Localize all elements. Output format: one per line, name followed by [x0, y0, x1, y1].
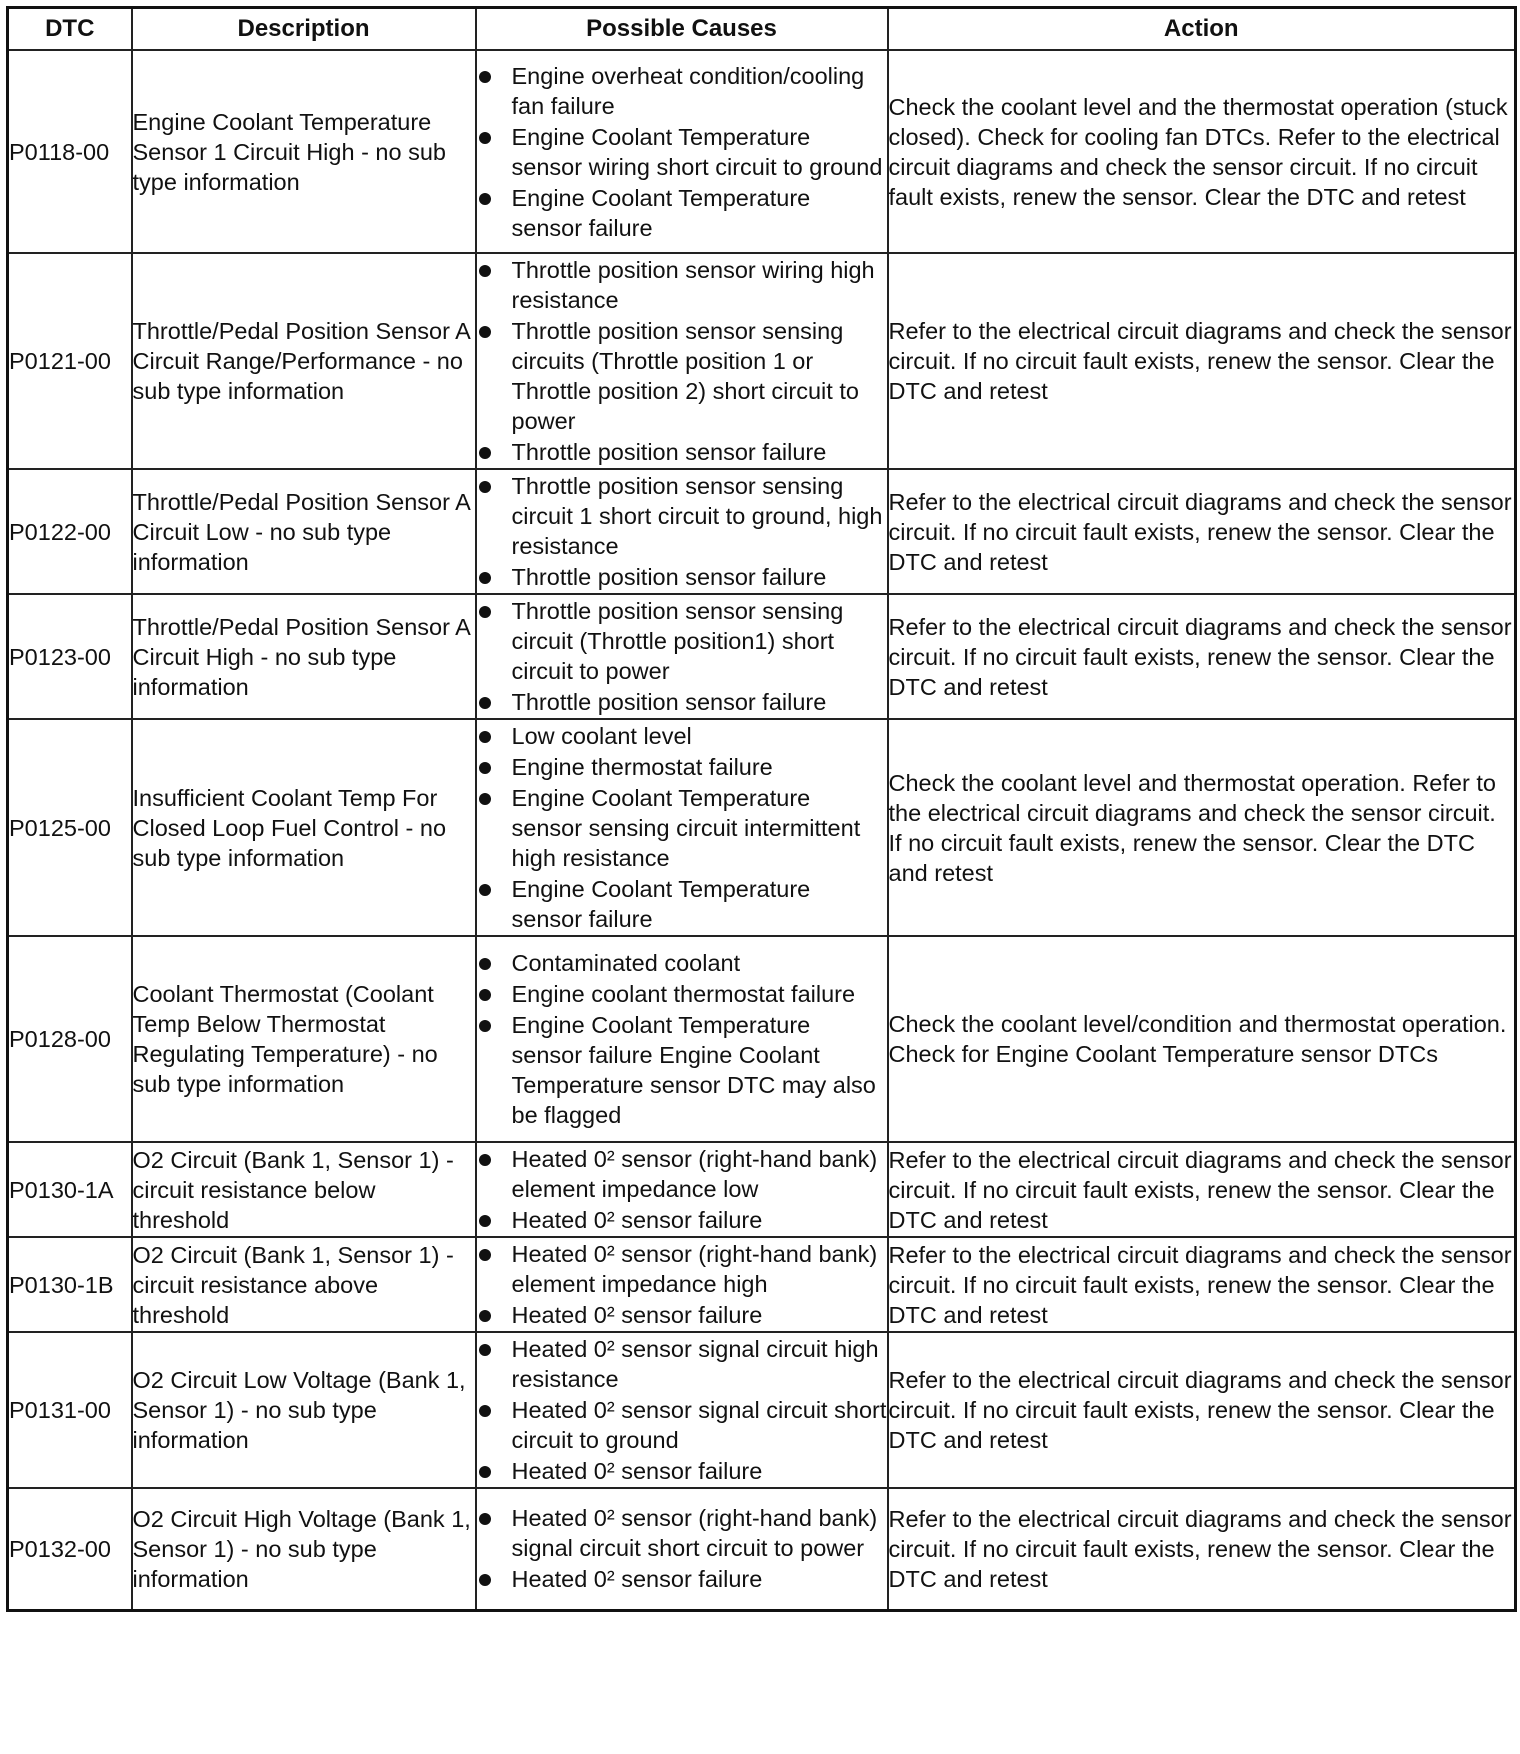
- dtc-action: Check the coolant level and the thermostat operation (stuck closed). Check for cooling fan DTCs. Refer to the electrical circuit diagrams and check the sensor circuit. If no circuit fault exists, renew the sensor. Clear the DTC and retest: [888, 50, 1516, 253]
- dtc-action: Refer to the electrical circuit diagrams and check the sensor circuit. If no circuit fault exists, renew the sensor. Clear the DTC and retest: [888, 1332, 1516, 1488]
- possible-causes-list: [477, 721, 887, 934]
- table-header-row: [8, 8, 1516, 51]
- cause-list-item: Engine overheat condition/cooling fan failure: [477, 61, 887, 121]
- cause-list-item: Throttle position sensor sensing circuit (Throttle position1) short circuit to power: [477, 596, 887, 686]
- cause-list-item: Throttle position sensor failure: [477, 687, 887, 717]
- dtc-action: Refer to the electrical circuit diagrams and check the sensor circuit. If no circuit fault exists, renew the sensor. Clear the DTC and retest: [888, 253, 1516, 469]
- cause-list-item: Heated 0² sensor failure: [477, 1300, 887, 1330]
- cause-list-item: Engine Coolant Temperature sensor failure Engine Coolant Temperature sensor DTC may also be flagged: [477, 1010, 887, 1130]
- possible-causes-cell: [476, 50, 888, 253]
- dtc-code: P0132-00: [8, 1488, 132, 1610]
- dtc-action: Refer to the electrical circuit diagrams and check the sensor circuit. If no circuit fault exists, renew the sensor. Clear the DTC and retest: [888, 1488, 1516, 1610]
- header-description: Description: [132, 8, 476, 51]
- possible-causes-list: [477, 1334, 887, 1486]
- possible-causes-list: [477, 1239, 887, 1330]
- possible-causes-list: [477, 1503, 887, 1594]
- dtc-description: Throttle/Pedal Position Sensor A Circuit Range/Performance - no sub type information: [132, 253, 476, 469]
- cause-list-item: Contaminated coolant: [477, 948, 887, 978]
- header-action: Action: [888, 8, 1516, 51]
- table-row: [8, 50, 1516, 253]
- possible-causes-cell: [476, 253, 888, 469]
- table-row: [8, 594, 1516, 719]
- table-row: [8, 936, 1516, 1142]
- dtc-description: Throttle/Pedal Position Sensor A Circuit High - no sub type information: [132, 594, 476, 719]
- possible-causes-cell: [476, 936, 888, 1142]
- table-row: [8, 719, 1516, 936]
- possible-causes-cell: [476, 719, 888, 936]
- possible-causes-list: [477, 948, 887, 1130]
- cause-list-item: Throttle position sensor failure: [477, 437, 887, 467]
- cause-list-item: Heated 0² sensor signal circuit high resistance: [477, 1334, 887, 1394]
- cause-list-item: Throttle position sensor sensing circuits (Throttle position 1 or Throttle position 2) short circuit to power: [477, 316, 887, 436]
- table-row: [8, 1332, 1516, 1488]
- dtc-code: P0131-00: [8, 1332, 132, 1488]
- cause-list-item: Engine Coolant Temperature sensor failure: [477, 183, 887, 243]
- dtc-action: Check the coolant level and thermostat operation. Refer to the electrical circuit diagrams and check the sensor circuit. If no circuit fault exists, renew the sensor. Clear the DTC and retest: [888, 719, 1516, 936]
- table-row: [8, 469, 1516, 594]
- dtc-table: [6, 6, 1517, 1612]
- dtc-description: Coolant Thermostat (Coolant Temp Below Thermostat Regulating Temperature) - no sub type information: [132, 936, 476, 1142]
- possible-causes-cell: [476, 1142, 888, 1237]
- possible-causes-list: [477, 596, 887, 717]
- cause-list-item: Heated 0² sensor failure: [477, 1456, 887, 1486]
- dtc-code: P0125-00: [8, 719, 132, 936]
- dtc-description: O2 Circuit (Bank 1, Sensor 1) - circuit resistance above threshold: [132, 1237, 476, 1332]
- dtc-action: Refer to the electrical circuit diagrams and check the sensor circuit. If no circuit fault exists, renew the sensor. Clear the DTC and retest: [888, 1237, 1516, 1332]
- dtc-action: Refer to the electrical circuit diagrams and check the sensor circuit. If no circuit fault exists, renew the sensor. Clear the DTC and retest: [888, 1142, 1516, 1237]
- possible-causes-cell: [476, 1237, 888, 1332]
- dtc-description: O2 Circuit (Bank 1, Sensor 1) - circuit resistance below threshold: [132, 1142, 476, 1237]
- dtc-description: Throttle/Pedal Position Sensor A Circuit Low - no sub type information: [132, 469, 476, 594]
- dtc-code: P0130-1B: [8, 1237, 132, 1332]
- cause-list-item: Heated 0² sensor (right-hand bank) element impedance low: [477, 1144, 887, 1204]
- table-row: [8, 1237, 1516, 1332]
- dtc-table-wrapper: [6, 6, 1517, 1612]
- header-dtc: DTC: [8, 8, 132, 51]
- possible-causes-cell: [476, 1332, 888, 1488]
- dtc-code: P0128-00: [8, 936, 132, 1142]
- cause-list-item: Engine Coolant Temperature sensor wiring short circuit to ground: [477, 122, 887, 182]
- dtc-code: P0122-00: [8, 469, 132, 594]
- cause-list-item: Throttle position sensor sensing circuit 1 short circuit to ground, high resistance: [477, 471, 887, 561]
- possible-causes-list: [477, 255, 887, 467]
- cause-list-item: Heated 0² sensor failure: [477, 1205, 887, 1235]
- possible-causes-cell: [476, 469, 888, 594]
- dtc-description: O2 Circuit Low Voltage (Bank 1, Sensor 1) - no sub type information: [132, 1332, 476, 1488]
- possible-causes-list: [477, 1144, 887, 1235]
- dtc-description: Engine Coolant Temperature Sensor 1 Circuit High - no sub type information: [132, 50, 476, 253]
- possible-causes-list: [477, 471, 887, 592]
- dtc-code: P0123-00: [8, 594, 132, 719]
- dtc-code: P0130-1A: [8, 1142, 132, 1237]
- cause-list-item: Heated 0² sensor (right-hand bank) element impedance high: [477, 1239, 887, 1299]
- table-row: [8, 253, 1516, 469]
- cause-list-item: Engine Coolant Temperature sensor failure: [477, 874, 887, 934]
- dtc-action: Refer to the electrical circuit diagrams and check the sensor circuit. If no circuit fault exists, renew the sensor. Clear the DTC and retest: [888, 469, 1516, 594]
- dtc-description: O2 Circuit High Voltage (Bank 1, Sensor 1) - no sub type information: [132, 1488, 476, 1610]
- dtc-code: P0121-00: [8, 253, 132, 469]
- cause-list-item: Heated 0² sensor failure: [477, 1564, 887, 1594]
- table-body: [8, 50, 1516, 1610]
- cause-list-item: Low coolant level: [477, 721, 887, 751]
- possible-causes-list: [477, 61, 887, 243]
- possible-causes-cell: [476, 594, 888, 719]
- cause-list-item: Heated 0² sensor (right-hand bank) signal circuit short circuit to power: [477, 1503, 887, 1563]
- table-row: [8, 1142, 1516, 1237]
- cause-list-item: Heated 0² sensor signal circuit short circuit to ground: [477, 1395, 887, 1455]
- dtc-action: Refer to the electrical circuit diagrams and check the sensor circuit. If no circuit fault exists, renew the sensor. Clear the DTC and retest: [888, 594, 1516, 719]
- cause-list-item: Engine coolant thermostat failure: [477, 979, 887, 1009]
- cause-list-item: Engine thermostat failure: [477, 752, 887, 782]
- dtc-code: P0118-00: [8, 50, 132, 253]
- cause-list-item: Throttle position sensor failure: [477, 562, 887, 592]
- possible-causes-cell: [476, 1488, 888, 1610]
- cause-list-item: Throttle position sensor wiring high resistance: [477, 255, 887, 315]
- dtc-description: Insufficient Coolant Temp For Closed Loop Fuel Control - no sub type information: [132, 719, 476, 936]
- dtc-action: Check the coolant level/condition and thermostat operation. Check for Engine Coolant Temperature sensor DTCs: [888, 936, 1516, 1142]
- header-possible-causes: Possible Causes: [476, 8, 888, 51]
- cause-list-item: Engine Coolant Temperature sensor sensing circuit intermittent high resistance: [477, 783, 887, 873]
- table-row: [8, 1488, 1516, 1610]
